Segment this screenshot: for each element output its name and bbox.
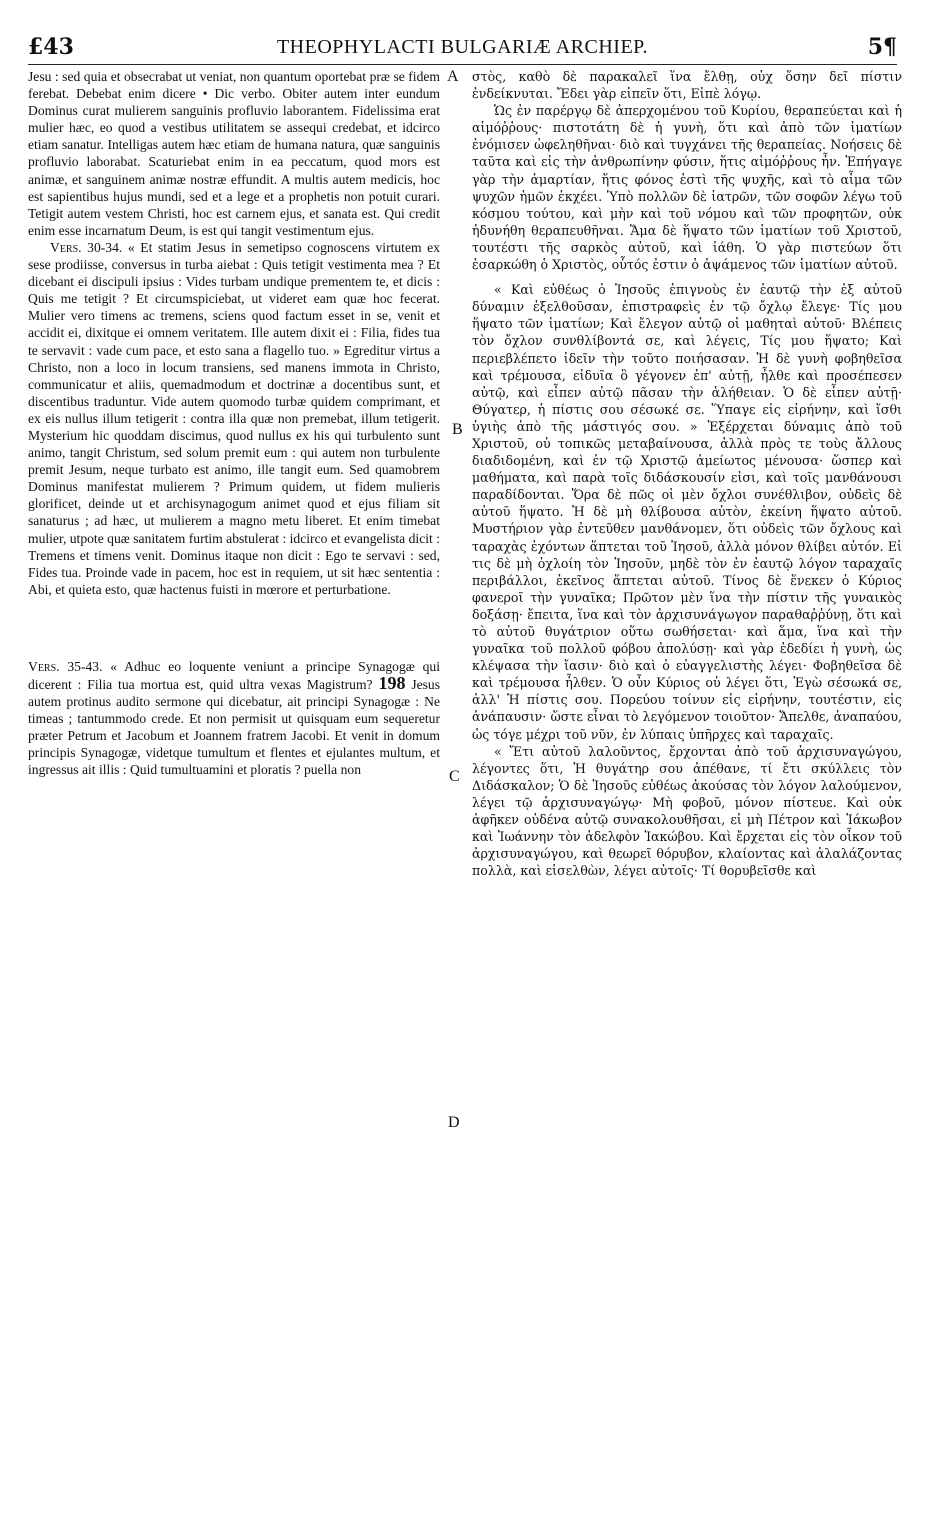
- greek-paragraph: « Ἔτι αὐτοῦ λαλοῦντος, ἔρχονται ἀπὸ τοῦ ἀρχισυναγώγου, λέγοντες ὅτι, Ἡ θυγάτηρ σου ἀπέθανε, τί ἔτι σκύλλεις τὸν Διδάσκαλον; Ὁ δὲ Ἰησοῦς εὐθέως ἀκούσας τὸν λόγον λαλούμενον, λέγει τῷ ἀρχισυναγώγῳ· Μὴ φοβοῦ, μόνον πίστευε. Καὶ οὐκ ἀφῆκεν οὐδένα αὐτῷ συνακολουθῆσαι, εἰ μὴ Πέτρον καὶ Ἰάκωβον καὶ Ἰωάννην τὸν ἀδελφὸν Ἰακώβου. Καὶ ἔρχεται εἰς τὸν οἶκον τοῦ ἀρχισυναγώγου, καὶ θεωρεῖ θόρυβον, κλαίοντας καὶ ἀλαλάζοντας πολλὰ, καὶ εἰσελθὼν, λέγει αὐτοῖς· Τί θορυβεῖσθε καὶ: [472, 743, 902, 879]
- greek-paragraph: « Καὶ εὐθέως ὁ Ἰησοῦς ἐπιγνοὺς ἐν ἑαυτῷ τὴν ἐξ αὐτοῦ δύναμιν ἐξελθοῦσαν, ἐπιστραφεὶς ἐν τῷ ὄχλῳ ἔλεγε· Τίς μου ἥψατο τῶν ἱματίων; Καὶ ἔλεγον αὐτῷ οἱ μαθηταὶ αὐτοῦ· Βλέπεις τὸν ὄχλον συνθλίβοντά σε, καὶ λέγεις, Τίς μου ἥψατο; Καὶ περιεβλέπετο ἰδεῖν τὴν τοῦτο ποιήσασαν. Ἡ δὲ γυνὴ φοβηθεῖσα καὶ τρέμουσα, εἰδυῖα ὃ γέγονεν ἐπ' αὐτῇ, ἦλθε καὶ προσέπεσεν αὐτῷ, καὶ εἶπεν αὐτῷ πᾶσαν τὴν ἀλήθειαν. Ὁ δὲ εἶπεν αὐτῇ· Θύγατερ, ἡ πίστις σου σέσωκέ σε. Ὕπαγε εἰς εἰρήνην, καὶ ἴσθι ὑγιὴς ἀπὸ τῆς μάστιγός σου. » Ἐξέρχεται δύναμις ἀπὸ τοῦ Χριστοῦ, οὐ τοπικῶς μεταβαίνουσα, ἀλλὰ πρὸς τε τοὺς ἄλλους διαδιδομένη, καὶ ἐν τῷ Χριστῷ ἀμείωτος μένουσα· ὥσπερ καὶ μαθήματα, καὶ παρὰ τοῖς διδάσκουσίν εἰσι, καὶ τοῖς μανθάνουσι παραδίδονται. Ὅρα δὲ πῶς οἱ μὲν ὄχλοι συνέθλιβον, οὐδεὶς δὲ αὐτοῦ ἥψατο. Ἡ δὲ μὴ θλίβουσα αὐτὸν, ἐκείνη ἥψατο αὐτοῦ. Μυστήριον γὰρ ἐντεῦθεν μανθάνομεν, ὅτι οὐδεὶς τῶν ὄχλους καὶ ταραχὰς ἐχόντων ἅπτεται τοῦ Ἰησοῦ, ἀλλὰ μόνον θλίβει αὐτόν. Εἰ τις δὲ μὴ ὀχλοίη τὸν Ἰησοῦν, μηδὲ τὸν ἐν ἑαυτῷ λόγον ταραχαῖς περιβάλλοι, ἐκεῖνος ἅπτεται αὐτοῦ. Τίνος δὲ ἕνεκεν ὁ Κύριος φανεροῖ τὴν γυναῖκα; Πρῶτον μὲν ἵνα τὴν πίστιν τῆς γυναικὸς δοξάσῃ· ἔπειτα, ἵνα καὶ τὸν ἀρχισυνάγωγον παραθαῤῥύνῃ, ὅτι καὶ τὸ αὐτοῦ θυγάτριον οὕτω σωθήσεται· καὶ ἅμα, ἵνα καὶ τὴν γυναῖκα τοῦ πολλοῦ φόβου ἀπολύσῃ· καὶ γὰρ ἐδεδίει ἡ γυνὴ, ὡς κλέψασα τὴν ἴασιν· διὸ καὶ ὁ εὐαγγελιστὴς λέγει· Φοβηθεῖσα δὲ καὶ τρέμουσα ἦλθεν. Ὁ οὖν Κύριος οὐ λέγει ὅτι, Ἐγὼ σέσωκά σε, ἀλλ' Ἡ πίστις σου. Πορεύου τοίνυν εἰς εἰρήνην, τουτέστιν, εἰς ἀνάπαυσιν· ὥστε εἶναι τὸ λεγόμενον τοιοῦτον· Ἄπελθε, ἀναπαύου, ὡς τόγε μέχρι τοῦ νῦν, ἐν λύπαις ὑπῆρχες καὶ ταραχαῖς.: [472, 282, 902, 742]
- page-number-right: 5¶: [867, 34, 897, 60]
- spacer: [28, 598, 440, 658]
- latin-paragraph-text: « Et statim Jesus in semetipso cognoscens virtutem ex sese prodiisse, conversus in turba aiebat : Quis tetigit vestimenta mea ? Et dicebant ei discipuli ipsius : Vides turbam undique prementem te, et dicis : Quis me tetigit ? Et circumspiciebat, ut videret eam quæ hoc fecerat. Mulier vero timens ac tremens, sciens quod factum esset in se, venit et accidit ei, dixitque ei omnem veritatem. Ille autem dixit ei : Filia, fides tua te servavit : vade cum pace, et esto sana a flagello tuo. » Egreditur virtus a Christo, non a loco in locum transiens, sed manens immota in Christo, communicatur et aliis, quemadmodum et doctrinæ a docentibus sunt, et discentibus traduntur. Vide autem quomodo turbæ quidem comprimant, et ex eis nullus illum tetigerit : contra illa quæ non premebat, illum tetigerit. Mysterium hic quoddam discimus, quod nullus ex his qui turbulento sunt animo, tangit Christum, sed solum premit eum : qui autem non turbulente premit Jesum, neque turbato est animo, ille tangit eum. Sed quamobrem Dominus manifestat mulierem ? Primum quidem, ut fidem mulieris glorificet, deinde ut et archisynagogum animet quod et ejus filiam sit sanaturus ; ad hæc, ut mulierem a magno metu liberet. Et enim timebat mulier, utpote quæ sanitatem furtim abstulerat : idcirco et evangelista dicit : Tremens et timens venit. Dominus itaque non dicit : Ego te servavi : sed, Fides tua. Proinde vade in pacem, hoc est in requiem, ut sit hæc sententia : Abi, et quieta esto, quæ hactenus fuisti in mœrore et perturbatione.: [28, 239, 440, 597]
- latin-paragraph-text: Jesus autem protinus audito sermone qui dicebatur, ait principi Synagogæ : Ne timeas ; tantummodo crede. Et non permisit ut quisquam eum sequeretur præter Petrum et Jacobum et Joannem fratrem Jacobi. Et venit in domum principis Synagogæ, videtque tumultum et flentes et ejulantes multum, et ingressus ait illis : Quid tumultuamini et ploratis ? puella non: [28, 677, 441, 778]
- section-marker-a: A: [447, 68, 459, 85]
- page-number-left: £43: [28, 34, 74, 60]
- section-marker-b: B: [452, 421, 463, 438]
- spacer: [472, 273, 902, 281]
- greek-column: [472, 68, 902, 879]
- verse-reference: Vers. 35-43.: [28, 658, 103, 674]
- latin-paragraph: Jesu : sed quia et obsecrabat ut veniat, non quantum oportebat præ se fidem ferebat. Debebat enim dicere • Dic verbo. Obiter autem inter eundum Dominus curat mulierem sanguinis profluvio laborantem. Fidelissima erat mulier hæc, eo quod a vestibus utilitatem se assequi credebat, et idcirco etiam sanatur. Intelligas autem hæc etiam de humana natura, quæ sanguinis profluvio laborabat. Scaturiebat enim in ea peccatum, quod mors est animæ, et sanguinem animæ nostræ effundit. A multis autem medicis, hoc est sapientibus hujus mundi, sed et a lege et a prophetis non potuit curari. Tetigit autem vestem Christi, hoc est carnem ejus, et sanata est. Qui credit enim esse incarnatum Deum, is est qui tangit vestimentum ejus.: [28, 69, 440, 238]
- latin-paragraph-text: « Adhuc eo loquente veniunt a principe Synagogæ qui dicerent : Filia tua mortua est, quid ultra vexas Magistrum?: [28, 658, 440, 692]
- greek-paragraph: στὸς, καθὸ δὲ παρακαλεῖ ἵνα ἔλθῃ, οὐχ ὅσην δεῖ πίστιν ἐνδείκνυται. Ἔδει γὰρ εἰπεῖν ὅτι, Εἰπὲ λόγῳ.: [472, 69, 902, 102]
- latin-paragraph: [28, 239, 440, 598]
- section-marker-c: C: [449, 768, 460, 785]
- latin-column: [28, 68, 440, 779]
- running-header: [28, 34, 897, 65]
- greek-paragraph: Ὡς ἐν παρέργῳ δὲ ἀπερχομένου τοῦ Κυρίου, θεραπεύεται καὶ ἡ αἱμόῤῥους· πιστοτάτη δὲ ἡ γυνὴ, ὅτι καὶ ἀπὸ τῶν ἱματίων ἐνόμισεν ὠφεληθῆναι· διὸ καὶ τυγχάνει τῆς θεραπείας. Νοήσεις δὲ ταῦτα καὶ εἰς τὴν ἀνθρωπίνην φύσιν, ἥτις αἱμόῤῥους ἦν. Ἐπήγαγε γὰρ τὴν ἁμαρτίαν, ἥτις φόνος ἐστὶ τῆς ψυχῆς, καὶ τὸ αἷμα τῶν ψυχῶν ἡμῶν ἐκχέει. Ὑπὸ πολλῶν δὲ ἰατρῶν, τῶν σοφῶν λέγω τοῦ κόσμου τούτου, καὶ μὴν καὶ τοῦ νόμου καὶ τῶν προφητῶν, οὐκ ἠδυνήθη θεραπευθῆναι. Ἅμα δὲ ἥψατο τῶν ἱματίων τοῦ Χριστοῦ, τουτέστι τῆς σαρκὸς αὐτοῦ, καὶ ἰάθη. Ὁ γὰρ πιστεύων ὅτι ἐσαρκώθη ὁ Χριστὸς, οὗτός ἐστιν ὁ ἀψάμενος τῶν ἱματίων αὐτοῦ.: [472, 103, 902, 273]
- running-title: THEOPHYLACTI BULGARIÆ ARCHIEP.: [276, 36, 649, 58]
- latin-paragraph: [28, 658, 440, 779]
- column-number: 198: [378, 673, 406, 693]
- verse-reference: Vers. 30-34.: [50, 239, 123, 255]
- section-marker-d: D: [448, 1114, 460, 1131]
